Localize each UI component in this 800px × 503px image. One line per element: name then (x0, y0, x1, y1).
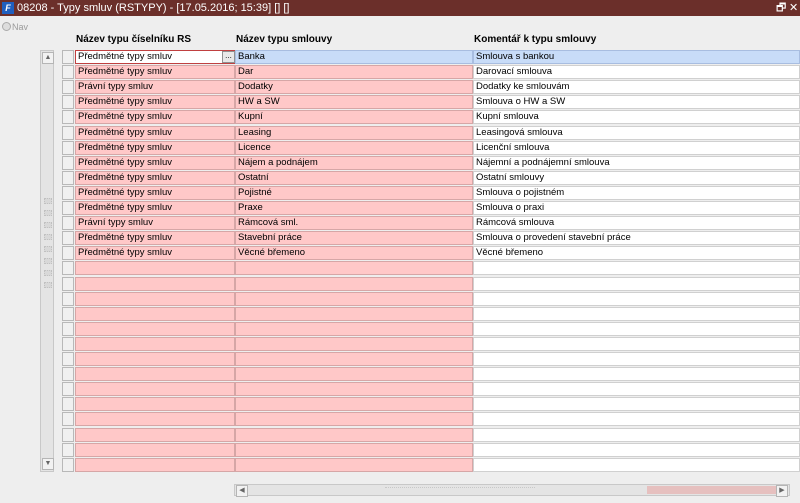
cell-contract-type-rs[interactable]: Předmětné typy smluv (75, 95, 235, 109)
cell-contract-comment[interactable] (473, 307, 800, 321)
cell-contract-name[interactable]: Dodatky (235, 80, 473, 94)
row-selector[interactable] (62, 261, 74, 275)
row-selector[interactable] (62, 156, 74, 170)
splitter-grip[interactable] (44, 198, 52, 204)
row-selector[interactable] (62, 428, 74, 442)
cell-contract-name[interactable]: Věcné břemeno (235, 246, 473, 260)
splitter-grip[interactable] (44, 234, 52, 240)
row-selector[interactable] (62, 231, 74, 245)
cell-contract-name[interactable] (235, 337, 473, 351)
row-selector[interactable] (62, 186, 74, 200)
table-row[interactable] (62, 231, 800, 245)
row-selector[interactable] (62, 246, 74, 260)
cell-contract-comment[interactable]: Ostatní smlouvy (473, 171, 800, 185)
scroll-right-icon[interactable]: ▶ (776, 485, 788, 497)
table-row[interactable] (62, 201, 800, 215)
row-selector[interactable] (62, 443, 74, 457)
cell-contract-comment[interactable]: Licenční smlouva (473, 141, 800, 155)
cell-contract-type-rs[interactable] (75, 428, 235, 442)
cell-contract-type-rs[interactable] (75, 337, 235, 351)
row-selector[interactable] (62, 397, 74, 411)
table-row[interactable] (62, 126, 800, 140)
cell-contract-name[interactable] (235, 352, 473, 366)
cell-contract-name[interactable]: Pojistné (235, 186, 473, 200)
cell-contract-name[interactable]: Leasing (235, 126, 473, 140)
app-logo-icon: F (2, 2, 14, 14)
table-row[interactable] (62, 412, 800, 426)
cell-contract-comment[interactable]: Darovací smlouva (473, 65, 800, 79)
table-row[interactable] (62, 292, 800, 306)
cell-contract-type-rs[interactable]: Předmětné typy smluv (75, 246, 235, 260)
row-selector[interactable] (62, 141, 74, 155)
cell-contract-comment[interactable] (473, 412, 800, 426)
scroll-thumb[interactable] (647, 486, 777, 494)
row-selector[interactable] (62, 277, 74, 291)
splitter-grip[interactable] (44, 246, 52, 252)
cell-contract-type-rs[interactable]: Předmětné typy smluv (75, 186, 235, 200)
table-row[interactable] (62, 458, 800, 472)
cell-contract-name[interactable]: Stavební práce (235, 231, 473, 245)
table-row[interactable] (62, 261, 800, 275)
cell-contract-name[interactable] (235, 367, 473, 381)
cell-contract-name[interactable]: HW a SW (235, 95, 473, 109)
row-selector[interactable] (62, 458, 74, 472)
table-row[interactable] (62, 352, 800, 366)
table-row[interactable] (62, 95, 800, 109)
table-row[interactable] (62, 110, 800, 124)
table-row[interactable] (62, 367, 800, 381)
restore-icon[interactable]: 🗗 (776, 2, 787, 14)
row-selector[interactable] (62, 65, 74, 79)
cell-contract-type-rs[interactable]: Předmětné typy smluv (75, 65, 235, 79)
cell-contract-comment[interactable]: Smlouva o provedení stavební práce (473, 231, 800, 245)
scroll-down-icon[interactable]: ▼ (42, 458, 54, 470)
cell-contract-comment[interactable] (473, 397, 800, 411)
row-selector[interactable] (62, 95, 74, 109)
cell-contract-comment[interactable]: Rámcová smlouva (473, 216, 800, 230)
nav-panel (0, 16, 36, 503)
table-row[interactable] (62, 216, 800, 230)
row-selector[interactable] (62, 337, 74, 351)
cell-contract-type-rs[interactable] (75, 322, 235, 336)
cell-contract-comment[interactable]: Věcné břemeno (473, 246, 800, 260)
table-row[interactable] (62, 397, 800, 411)
row-selector[interactable] (62, 50, 74, 64)
cell-contract-type-rs[interactable] (75, 352, 235, 366)
scroll-left-icon[interactable]: ◀ (236, 485, 248, 497)
table-row[interactable] (62, 443, 800, 457)
cell-contract-comment[interactable]: Nájemní a podnájemní smlouva (473, 156, 800, 170)
nav-button[interactable] (2, 22, 28, 32)
table-row[interactable] (62, 307, 800, 321)
cell-contract-type-rs[interactable]: Předmětné typy smluv (75, 126, 235, 140)
cell-contract-name[interactable]: Nájem a podnájem (235, 156, 473, 170)
cell-contract-comment[interactable] (473, 337, 800, 351)
table-row[interactable] (62, 246, 800, 260)
splitter-grip[interactable] (44, 210, 52, 216)
cell-contract-type-rs[interactable]: Předmětné typy smluv (75, 141, 235, 155)
cell-contract-name[interactable]: Kupní (235, 110, 473, 124)
table-row[interactable] (62, 50, 800, 64)
cell-contract-comment[interactable] (473, 458, 800, 472)
cell-contract-comment[interactable]: Smlouva o HW a SW (473, 95, 800, 109)
cell-contract-name[interactable] (235, 307, 473, 321)
cell-contract-name[interactable]: Dar (235, 65, 473, 79)
row-selector[interactable] (62, 201, 74, 215)
cell-contract-type-rs[interactable] (75, 458, 235, 472)
list-of-values-button[interactable]: ... (222, 51, 235, 63)
window-title: 08208 - Typy smluv (RSTYPY) - [17.05.2016; 15:39] [] [] (17, 2, 290, 14)
cell-contract-name[interactable] (235, 382, 473, 396)
table-row[interactable] (62, 277, 800, 291)
cell-contract-type-rs[interactable]: Předmětné typy smluv (75, 50, 235, 64)
row-selector[interactable] (62, 126, 74, 140)
cell-contract-type-rs[interactable] (75, 307, 235, 321)
cell-contract-comment[interactable] (473, 428, 800, 442)
row-selector[interactable] (62, 352, 74, 366)
row-selector[interactable] (62, 216, 74, 230)
row-selector[interactable] (62, 307, 74, 321)
cell-contract-name[interactable] (235, 261, 473, 275)
cell-contract-comment[interactable]: Dodatky ke smlouvám (473, 80, 800, 94)
cell-contract-name[interactable]: Praxe (235, 201, 473, 215)
row-selector[interactable] (62, 292, 74, 306)
close-icon[interactable]: ✕ (789, 2, 799, 14)
row-selector[interactable] (62, 110, 74, 124)
row-selector[interactable] (62, 367, 74, 381)
scroll-up-icon[interactable]: ▲ (42, 52, 54, 64)
cell-contract-name[interactable] (235, 292, 473, 306)
cell-contract-type-rs[interactable] (75, 382, 235, 396)
cell-contract-comment[interactable] (473, 382, 800, 396)
scroll-grip[interactable] (385, 487, 535, 494)
cell-contract-comment[interactable] (473, 367, 800, 381)
table-row[interactable] (62, 382, 800, 396)
cell-contract-name[interactable] (235, 322, 473, 336)
column-header-comment: Komentář k typu smlouvy (474, 34, 597, 45)
nav-label: Nav (12, 22, 29, 32)
cell-contract-name[interactable]: Rámcová sml. (235, 216, 473, 230)
table-row[interactable] (62, 80, 800, 94)
cell-contract-type-rs[interactable]: Předmětné typy smluv (75, 156, 235, 170)
cell-contract-type-rs[interactable] (75, 292, 235, 306)
row-selector[interactable] (62, 322, 74, 336)
row-selector[interactable] (62, 412, 74, 426)
cell-contract-type-rs[interactable]: Předmětné typy smluv (75, 201, 235, 215)
column-header-type-rs: Název typu číselníku RS (76, 34, 192, 45)
table-row[interactable] (62, 428, 800, 442)
cell-contract-name[interactable] (235, 397, 473, 411)
horizontal-scrollbar[interactable] (234, 484, 790, 496)
table-row[interactable] (62, 141, 800, 155)
table-row[interactable] (62, 156, 800, 170)
splitter-grip[interactable] (44, 258, 52, 264)
table-row[interactable] (62, 171, 800, 185)
cell-contract-comment[interactable]: Smlouva o praxi (473, 201, 800, 215)
cell-contract-comment[interactable]: Leasingová smlouva (473, 126, 800, 140)
cell-contract-comment[interactable] (473, 277, 800, 291)
cell-contract-name[interactable] (235, 428, 473, 442)
title-bar (0, 0, 800, 16)
cell-contract-name[interactable] (235, 277, 473, 291)
cell-contract-comment[interactable] (473, 261, 800, 275)
cell-contract-type-rs[interactable]: Předmětné typy smluv (75, 231, 235, 245)
cell-contract-type-rs[interactable]: Právní typy smluv (75, 216, 235, 230)
cell-contract-comment[interactable] (473, 292, 800, 306)
cell-contract-comment[interactable]: Kupní smlouva (473, 110, 800, 124)
cell-contract-name[interactable]: Banka (235, 50, 473, 64)
row-selector[interactable] (62, 80, 74, 94)
cell-contract-type-rs[interactable]: Právní typy smluv (75, 80, 235, 94)
cell-contract-name[interactable] (235, 458, 473, 472)
splitter-grip[interactable] (44, 270, 52, 276)
cell-contract-name[interactable] (235, 412, 473, 426)
cell-contract-type-rs[interactable] (75, 397, 235, 411)
cell-contract-type-rs[interactable] (75, 277, 235, 291)
cell-contract-type-rs[interactable] (75, 261, 235, 275)
cell-contract-name[interactable] (235, 443, 473, 457)
cell-contract-name[interactable]: Ostatní (235, 171, 473, 185)
cell-contract-comment[interactable]: Smlouva s bankou (473, 50, 800, 64)
table-row[interactable] (62, 65, 800, 79)
cell-contract-type-rs[interactable] (75, 367, 235, 381)
radio-icon (2, 22, 11, 31)
row-selector[interactable] (62, 382, 74, 396)
table-row[interactable] (62, 186, 800, 200)
cell-contract-type-rs[interactable] (75, 412, 235, 426)
cell-contract-type-rs[interactable]: Předmětné typy smluv (75, 110, 235, 124)
row-selector[interactable] (62, 171, 74, 185)
cell-contract-comment[interactable]: Smlouva o pojistném (473, 186, 800, 200)
cell-contract-name[interactable]: Licence (235, 141, 473, 155)
cell-contract-comment[interactable] (473, 352, 800, 366)
table-row[interactable] (62, 322, 800, 336)
table-row[interactable] (62, 337, 800, 351)
splitter-grip[interactable] (44, 282, 52, 288)
cell-contract-comment[interactable] (473, 322, 800, 336)
cell-contract-type-rs[interactable]: Předmětné typy smluv (75, 171, 235, 185)
cell-contract-type-rs[interactable] (75, 443, 235, 457)
splitter-grip[interactable] (44, 222, 52, 228)
column-header-contract-name: Název typu smlouvy (236, 34, 333, 45)
cell-contract-comment[interactable] (473, 443, 800, 457)
